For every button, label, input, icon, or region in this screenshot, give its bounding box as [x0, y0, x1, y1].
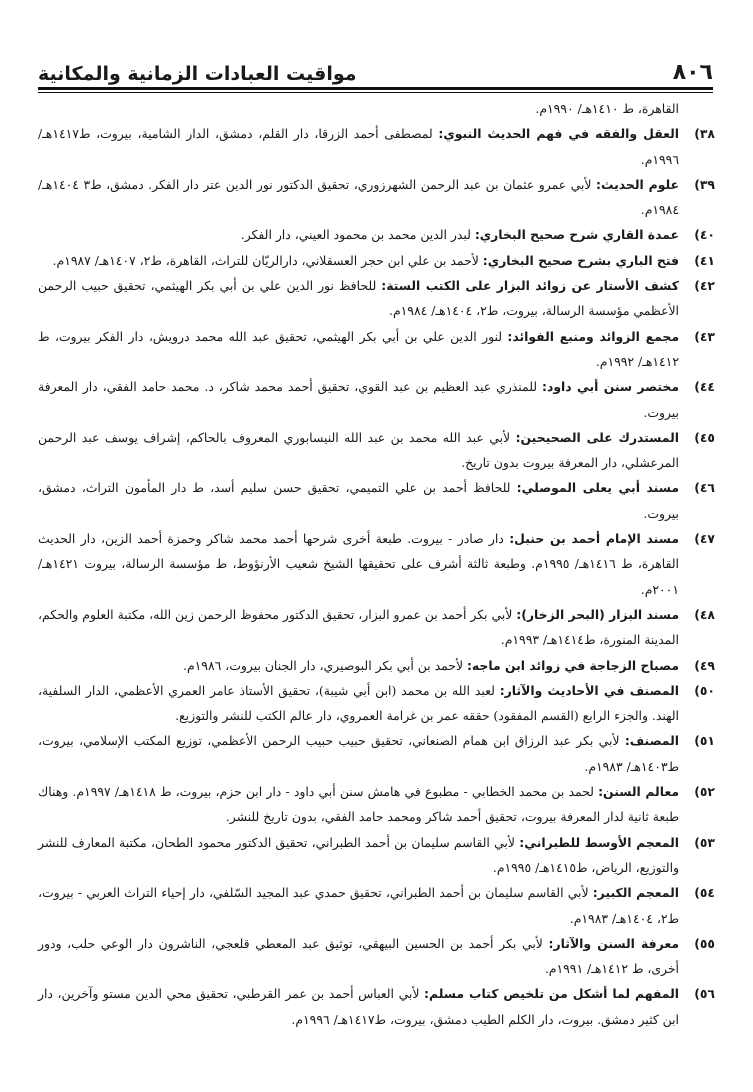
entry-text: لحمد بن محمد الخطابي - مطبوع في هامش سنن أبي داود - دار ابن حزم، بيروت، ط ١٤١٨هـ/ ١٩٩٧م. وهناك طبعة ثانية لدار المعرفة بيروت، تحقيق أحمد شاكر ومحمد حامد الفقي، بدون تاريخ للنشر. — [38, 784, 679, 825]
entry-text: لمصطفى أحمد الزرقا، دار القلم، دمشق، الدار الشامية، بيروت، ط١٤١٧هـ/ ١٩٩٦م. — [38, 126, 679, 167]
entry-text: لنور الدين علي بن أبي بكر الهيثمي، تحقيق عبد الله محمد درويش، دار الفكر بيروت، ط ١٤١٢هـ/ ١٩٩٢م. — [38, 328, 679, 369]
entry-text: لأبي عمرو عثمان بن عبد الرحمن الشهرزوري، تحقيق الدكتور نور الدين عتر دار الفكر. دمشق، ط٣ ١٤٠٤هـ/ ١٩٨٤م. — [38, 176, 679, 218]
bibliography-entry — [38, 273, 715, 324]
entry-number: ٤٧) — [694, 531, 715, 547]
header-rule-thick — [38, 87, 713, 90]
entries-container — [38, 121, 715, 1032]
entry-text: لأبي بكر أحمد بن عمرو البزار، تحقيق الدكتور محفوظ الرحمن زين الله، مكتبة العلوم والحكم، المدينة المنورة، ط١٤١٤هـ/ ١٩٩٣م. — [38, 606, 679, 648]
entry-title: معرفة السنن والآثار: — [548, 935, 679, 951]
bibliography-entry — [38, 121, 715, 172]
bibliography-entry — [38, 526, 715, 602]
bibliography-entry — [38, 222, 715, 247]
bibliography-entry — [38, 475, 715, 526]
entry-number: ٤٩) — [694, 657, 715, 673]
page-number: ٨٠٦ — [672, 60, 713, 85]
entry-text: لأحمد بن أبي بكر البوصيري، دار الجنان بيروت، ١٩٨٦م. — [183, 657, 467, 673]
bibliography-entry — [38, 374, 715, 425]
entry-number: ٥٠) — [694, 682, 715, 698]
entry-number: ٥٥) — [694, 935, 715, 951]
entry-text: للمنذري عبد العظيم بن عبد القوي، تحقيق أحمد محمد شاكر، د. محمد حامد الفقي، دار المعرفة بيروت. — [38, 379, 679, 420]
entry-number: ٤٠) — [694, 227, 715, 243]
entry-title: مسند أبي يعلى الموصلي: — [516, 480, 679, 496]
bibliography-entry — [38, 728, 715, 779]
entry-title: فتح الباري بشرح صحيح البخاري: — [482, 252, 679, 268]
entry-title: مجمع الزوائد ومنبع الفوائد: — [507, 328, 680, 344]
bibliography-entry — [38, 602, 715, 653]
entry-title: المستدرك على الصحيحين: — [515, 429, 679, 445]
entry-title: المفهم لما أشكل من تلخيص كتاب مسلم: — [424, 986, 679, 1002]
entry-title: معالم السنن: — [598, 784, 680, 800]
bibliography-entry — [38, 653, 715, 678]
bibliography-entry — [38, 248, 715, 273]
entry-text: للحافظ نور الدين علي بن أبي بكر الهيثمي، تحقيق حبيب الرحمن الأعظمي مؤسسة الرسالة، بيروت، ط٢، ١٤٠٤هـ/ ١٩٨٤م. — [38, 278, 679, 319]
page-header — [38, 44, 713, 84]
entry-number: ٣٩) — [694, 176, 715, 192]
entry-number: ٤٣) — [694, 328, 715, 344]
entry-number: ٣٨) — [694, 126, 715, 142]
entry-text: دار صادر - بيروت. طبعة أخرى شرحها أحمد محمد شاكر وحمزة أحمد الزين، دار الحديث القاهرة، ط ١٤١٦هـ/ ١٩٩٥م. وطبعة ثالثة أشرف على تحقيقها الشيخ شعيب الأرنؤوط، ط مؤسسة الرسالة، بيروت ١٤٢١هـ/ ٢٠٠١م. — [38, 531, 679, 597]
entry-title: المعجم الأوسط للطبراني: — [519, 834, 680, 850]
entry-text: للحافظ أحمد بن علي التميمي، تحقيق حسن سليم أسد، ط دار المأمون التراث، دمشق، بيروت. — [38, 480, 679, 521]
entry-title: المصنف: — [624, 733, 679, 749]
entry-text: لأحمد بن علي ابن حجر العسقلاني، دارالريّان للتراث، القاهرة، ط٢، ١٤٠٧هـ/ ١٩٨٧م. — [52, 252, 483, 268]
entry-title: كشف الأستار عن زوائد البزار على الكتب الستة: — [381, 278, 679, 294]
entry-text: لأبي عبد الله محمد بن عبد الله النيسابوري المعروف بالحاكم، إشراف يوسف عبد الرحمن المرعشلي، دار المعرفة بيروت بدون تاريخ. — [38, 429, 679, 471]
running-title: مواقيت العبادات الزمانية والمكانية — [38, 63, 357, 85]
entry-title: مختصر سنن أبي داود: — [542, 379, 679, 395]
entry-number: ٥١) — [694, 733, 715, 749]
entry-text: لعبد الله بن محمد (ابن أبي شيبة)، تحقيق الأستاذ عامر العمري الأعظمي، الدار السلفية، الهند. والجزء الرابع (القسم المفقود) حققه عمر بن غرامة العمروي، دار عالم الكتب للنشر والتوزيع. — [38, 682, 679, 724]
bibliography-entry — [38, 324, 715, 375]
entry-number: ٤٨) — [694, 606, 715, 622]
bibliography-entry — [38, 425, 715, 476]
entry-number: ٥٣) — [694, 834, 715, 850]
entry-title: المعجم الكبير: — [592, 885, 679, 901]
entry-text: لأبي بكر أحمد بن الحسين البيهقي، توثيق عبد المعطي قلعجي، الناشرون دار الوعي حلب، ودور أخرى، ط ١٤١٢هـ/ ١٩٩١م. — [38, 935, 679, 977]
entry-title: العقل والفقه في فهم الحديث النبوي: — [438, 126, 679, 142]
bibliography-entry — [38, 678, 715, 729]
bibliography-entry — [38, 830, 715, 881]
entry-number: ٤٢) — [694, 278, 715, 294]
entry-title: مسند الإمام أحمد بن حنبل: — [509, 531, 679, 547]
entry-title: علوم الحديث: — [596, 176, 679, 192]
entry-number: ٥٤) — [694, 885, 715, 901]
bibliography-list — [38, 96, 715, 1032]
entry-text: لبدر الدين محمد بن محمود العيني، دار الفكر. — [240, 227, 475, 243]
entry-number: ٥٦) — [694, 986, 715, 1002]
bibliography-entry — [38, 172, 715, 223]
entry-text: لأبي القاسم سليمان بن أحمد الطبراني، تحقيق حمدي عبد المجيد السّلفي، دار إحياء التراث العربي - بيروت، ط٢، ١٤٠٤هـ/ ١٩٨٣م. — [38, 885, 679, 926]
bibliography-entry — [38, 931, 715, 982]
entry-title: المصنف في الأحاديث والآثار: — [499, 682, 680, 698]
entry-text: لأبي العباس أحمد بن عمر القرطبي، تحقيق محي الدين مستو وآخرين، دار ابن كثير دمشق. بيروت، دار الكلم الطيب دمشق، بيروت، ط١٤١٧هـ/ ١٩٩٦م. — [38, 986, 679, 1027]
entry-number: ٤١) — [694, 252, 715, 268]
entry-title: مصباح الزجاجة في زوائد ابن ماجه: — [466, 657, 679, 673]
bibliography-entry — [38, 981, 715, 1032]
bibliography-entry — [38, 880, 715, 931]
entry-title: عمدة القاري شرح صحيح البخاري: — [474, 227, 679, 243]
entry-text: لأبي القاسم سليمان بن أحمد الطبراني، تحقيق الدكتور محمود الطحان، مكتبة المعارف للنشر والتوزيع، الرياض، ط١٤١٥هـ/ ١٩٩٥م. — [38, 834, 679, 875]
entry-number: ٥٢) — [694, 784, 715, 800]
entry-text: لأبي بكر عبد الرزاق ابن همام الصنعاني، تحقيق حبيب حبيب الرحمن الأعظمي، توزيع المكتب الإسلامي، بيروت، ط١٤٠٣هـ/ ١٩٨٣م. — [38, 733, 679, 774]
entry-title: مسند البزار (البحر الزخار): — [516, 606, 680, 622]
entry-number: ٤٦) — [694, 480, 715, 496]
entry-number: ٤٥) — [694, 429, 715, 445]
bibliography-entry — [38, 779, 715, 830]
header-rule-thin — [38, 92, 713, 93]
continuation-text: القاهرة، ط ١٤١٠هـ/ ١٩٩٠م. — [535, 101, 679, 116]
entry-number: ٤٤) — [694, 379, 715, 395]
